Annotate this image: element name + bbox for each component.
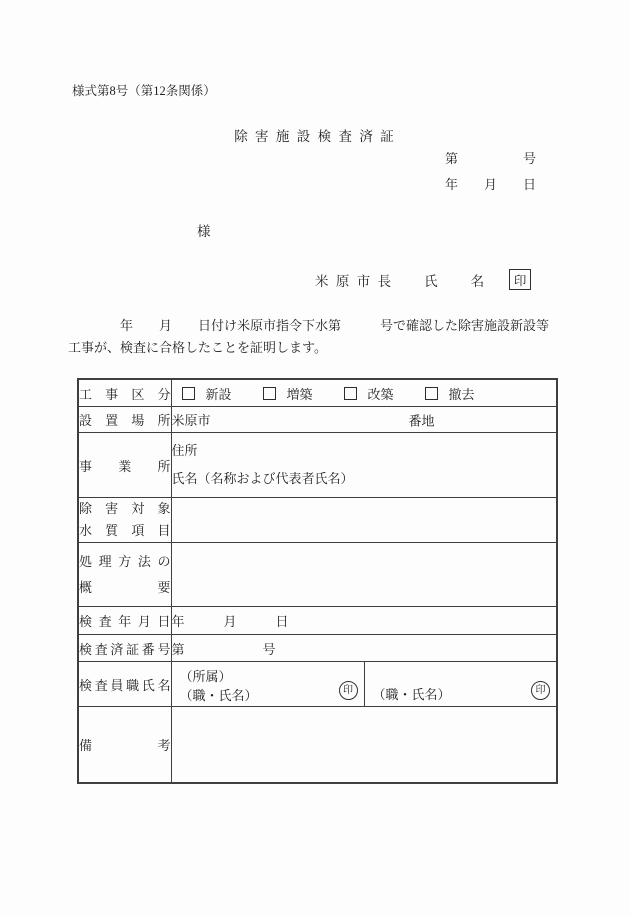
checkbox-label-tekkyo: 撤去 [448, 386, 475, 402]
treatment-method-cell [171, 543, 557, 607]
inspector-title-name-label-right: （職・氏名） [372, 686, 451, 702]
business-office-cell [171, 433, 557, 498]
row-header-target-water-quality [78, 498, 171, 543]
option-kaichiku [344, 384, 394, 403]
location-city-prefix: 米原市 [171, 413, 211, 428]
row-business-office [78, 433, 557, 498]
checkbox-zouchiku[interactable] [263, 387, 276, 400]
target-water-quality-cell [171, 498, 557, 543]
option-tekkyo [425, 384, 475, 403]
mayor-seal-icon: 印 [509, 269, 531, 290]
target-quality-header-line1: 除害対象 [79, 501, 171, 516]
checkbox-label-zouchiku: 増築 [286, 386, 313, 402]
form-table [77, 378, 558, 784]
inspector-seal-icon-right: 印 [531, 681, 550, 700]
row-header-inspector-name: 検査員職氏名 [78, 662, 171, 707]
option-shinsetsu [182, 384, 232, 403]
row-header-certificate-number: 検査済証番号 [78, 635, 171, 662]
checkbox-kaichiku[interactable] [344, 387, 357, 400]
inspector-affiliation-label: （所属） [179, 668, 232, 684]
row-inspector-name [78, 662, 557, 707]
business-address-label: 住所 [171, 443, 198, 458]
row-header-installation-location: 設置場所 [78, 407, 171, 433]
inspection-date-cell: 年 月 日 [171, 607, 557, 635]
row-header-inspection-date: 検査年月日 [78, 607, 171, 635]
row-header-treatment-method [78, 543, 171, 607]
row-installation-location [78, 407, 557, 433]
checkbox-label-shinsetsu: 新設 [205, 386, 232, 402]
remarks-cell [171, 707, 557, 784]
issuer-title-name: 米 原 市 長 氏 名 [315, 273, 487, 289]
business-name-label: 氏名（名称および代表者氏名） [171, 471, 354, 486]
certificate-number-cell: 第 号 [171, 635, 557, 662]
checkbox-shinsetsu[interactable] [182, 387, 195, 400]
construction-type-cell [171, 379, 557, 407]
form-number: 様式第8号（第12条関係） [72, 84, 216, 98]
issue-date-line: 年 月 日 [445, 177, 537, 192]
treatment-header-line2: 概要 [79, 579, 171, 595]
row-remarks [78, 707, 557, 784]
issuer-line [315, 269, 531, 290]
row-certificate-number [78, 635, 557, 662]
body-paragraph-line2: 工事が、検査に合格したことを証明します。 [68, 340, 327, 355]
inspector-title-name-label-left: （職・氏名） [179, 687, 258, 703]
row-header-business-office: 事業所 [78, 433, 171, 498]
location-lot-suffix: 番地 [408, 413, 435, 428]
construction-type-options [172, 384, 557, 403]
row-treatment-method [78, 543, 557, 607]
certificate-number-line: 第 号 [445, 151, 537, 166]
inspector-seal-icon-left: 印 [339, 681, 358, 700]
row-inspection-date [78, 607, 557, 635]
row-construction-type [78, 379, 557, 407]
treatment-header-line1: 処理方法の [79, 553, 171, 569]
installation-location-cell [171, 407, 557, 433]
row-target-water-quality [78, 498, 557, 543]
inspector-right-cell [364, 662, 557, 707]
checkbox-label-kaichiku: 改築 [367, 386, 394, 402]
body-paragraph-line1: 年 月 日付け米原市指令下水第 号で確認した除害施設新設等 [68, 318, 550, 333]
target-quality-header-line2: 水質項目 [79, 523, 171, 538]
row-header-construction-type: 工事区分 [78, 379, 171, 407]
addressee-suffix: 様 [197, 224, 211, 239]
option-zouchiku [263, 384, 313, 403]
checkbox-tekkyo[interactable] [425, 387, 438, 400]
row-header-remarks: 備考 [78, 707, 171, 784]
inspector-left-cell [171, 662, 364, 707]
document-title: 除 害 施 設 検 査 済 証 [234, 129, 396, 144]
